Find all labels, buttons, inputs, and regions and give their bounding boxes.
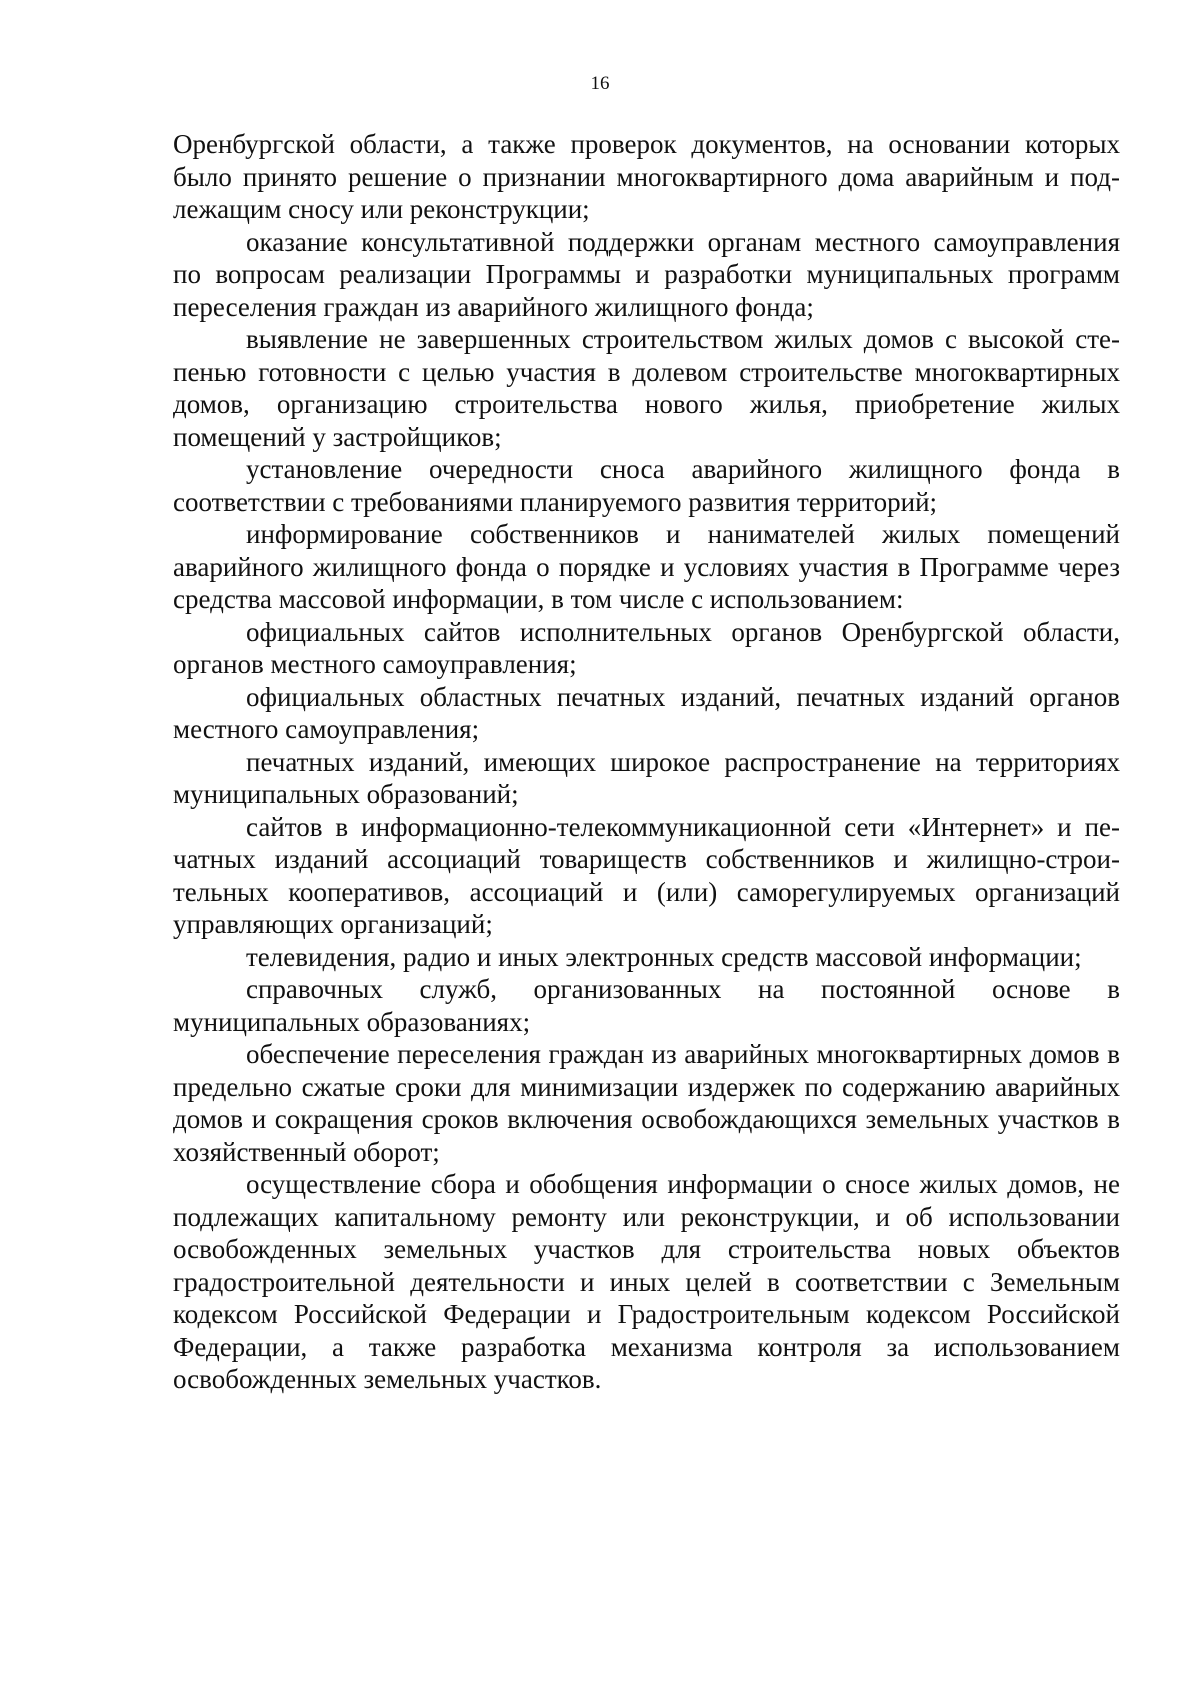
paragraph-wide-print: печатных изданий, имеющих широкое распространение на территориях муниципальных образований; <box>173 746 1120 809</box>
paragraph-internet-sites: сайтов в информационно-телекоммуникационной сети «Интернет» и печатных изданий ассоциаций товариществ собственников и жилищно-строительных кооперативов, ассоциаций и (или) саморегулируемых организаций управляющих организаций; <box>173 811 1120 939</box>
paragraph-consulting-support: оказание консультативной поддержки органам местного самоуправления по вопросам реализации Программы и разработки муниципальных программ переселения граждан из аварийного жилищного фонда; <box>173 226 1120 322</box>
paragraph-television: телевидения, радио и иных электронных средств массовой информации; <box>246 941 1082 972</box>
paragraph-demolition-order: установление очередности сноса аварийного жилищного фонда в соответствии с требованиями планируемого развития территорий; <box>173 454 1120 517</box>
paragraph-official-websites: официальных сайтов исполнительных органов Оренбургской области, органов местного самоуправления; <box>173 616 1120 679</box>
paragraph-official-print: официальных областных печатных изданий, печатных изданий органов местного самоуправления; <box>173 681 1120 744</box>
document-body <box>173 128 1120 1396</box>
paragraph-informing-owners: информирование собственников и нанимателей жилых помещений аварийного жилищного фонда о порядке и условиях участия в Программе через средства массовой информации, в том числе с использованием: <box>173 519 1120 614</box>
paragraph-information-collection: осуществление сбора и обобщения информации о сносе жилых домов, не подлежащих капитальному ремонту или реконструкции, и об использовании освобожденных земельных участков для строительства новых объектов градостроительной деятельности и иных целей в соответствии с Земельным кодексом Российской Федерации и Градостроительным кодексом Российской Федерации, а также разработка механизма контроля за использованием освобожденных земельных участков. <box>173 1169 1120 1394</box>
paragraph-unfinished-buildings: выявление не завершенных строительством жилых домов с высокой степенью готовности с целью участия в долевом строительстве многоквартирных домов, организацию строительства нового жилья, приобретение жилых помещений у застройщиков; <box>173 324 1120 452</box>
paragraph-reference-services: справочных служб, организованных на постоянной основе в муниципальных образованиях; <box>173 974 1120 1037</box>
paragraph-continuation: Оренбургской области, а также проверок документов, на основании которых было принято решение о признании многоквартирного дома аварийным и подлежащим сносу или реконструкции; <box>173 129 1120 224</box>
page-number: 16 <box>590 73 610 94</box>
paragraph-resettlement: обеспечение переселения граждан из аварийных многоквартирных домов в предельно сжатые сроки для минимизации издержек по содержанию аварийных домов и сокращения сроков включения освобождающихся земельных участков в хозяйственный оборот; <box>173 1039 1120 1167</box>
